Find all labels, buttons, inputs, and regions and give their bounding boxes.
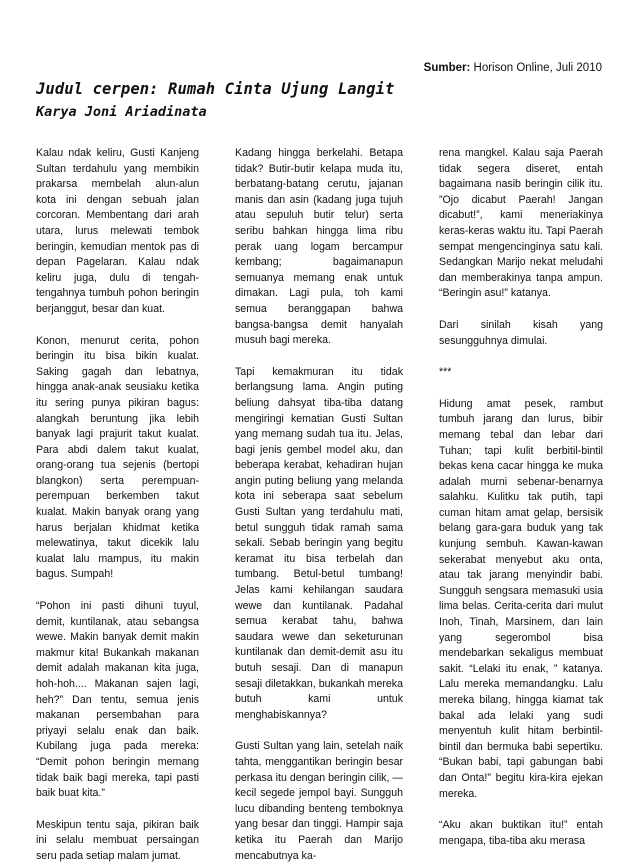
paragraph: Meskipun tentu saja, pikiran baik ini selalu membuat persaingan seru pada setiap malam jumat.: [36, 818, 199, 862]
source-note: [424, 62, 602, 74]
text-column-2: [235, 146, 403, 862]
paragraph: Tapi kemakmuran itu tidak berlangsung lama. Angin puting beliung dahsyat tiba-tiba datang mengiringi kematian Gusti Sultan yang memang sudah tua itu. Jelas, bagi jenis gembel model aku, dan beberapa kerabat, kehadiran hujan angin puting beliung yang melanda kota ini seberapa saat sebelum Gusti Sultan yang terdahulu mati, betul sungguh tidak ramah sama sekali. Sebab beringin yang begitu keramat itu bisa terbelah dan tumbang. Betul-betul tumbang! Jelas kami kehilangan saudara wewe dan kuntilanak. Padahal semua kerabat tahu, bahwa saudara wewe dan seketurunan kuntilanak dan demit-demit asu itu butuh sesaji. Dan di manapun sesaji diletakkan, bukankah mereka butuh kami untuk menghabiskannya?: [235, 365, 403, 721]
paragraph: Gusti Sultan yang lain, setelah naik tahta, menggantikan beringin besar perkasa itu dengan beringin cilik, —kecil segede jempol bayi. Sungguh lucu dibanding benteng temboknya yang besar dan tinggi. Hampir saja ketika itu Paerah dan Marijo mencabutnya ka-: [235, 740, 403, 862]
paragraph: Kadang hingga berkelahi. Betapa tidak? Butir-butir kelapa muda itu, berbatang-batang cerutu, jajanan manis dan asin (kadang juga tujuh atau sepuluh butir telur) serta seribu bahkan hingga lima ribu perak uang logam bercampur kembang; bagaimanapun semuanya memang enak untuk dimakan. Lagi pula, toh kami semua beranggapan bahwa bangsa-bangsa demit hanyalah musuh bagi mereka.: [235, 147, 403, 347]
paragraph: “Aku akan buktikan itu!” entah mengapa, tiba-tiba aku merasa: [439, 819, 603, 847]
text-column-3: [439, 146, 603, 847]
text-column-1: [36, 146, 199, 862]
source-label: Sumber:: [423, 62, 471, 74]
paragraph: ***: [439, 366, 452, 379]
source-value: Horison Online, Juli 2010: [470, 62, 602, 74]
paragraph: “Pohon ini pasti dihuni tuyul, demit, kuntilanak, atau sebangsa wewe. Makin banyak demit makin makmur kita! Bukankah makanan demit adalah makanan kita juga, hoh-hoh.... Makanan sajen lagi, heh?” Dan tentu, semua jenis makanan persembahan para priyayi selalu enak dan baik. Kubilang juga pada mereka: “Demit pohon beringin memang tidak baik bagi mereka, tapi pasti baik buat kita.”: [36, 600, 199, 800]
story-title: Judul cerpen: Rumah Cinta Ujung Langit: [36, 80, 395, 98]
paragraph: Dari sinilah kisah yang sesungguhnya dimulai.: [439, 318, 603, 347]
paragraph: Kalau ndak keliru, Gusti Kanjeng Sultan terdahulu yang membikin prakarsa membelah alun-alun kota ini dengan sebuah jalan corcoran. Membentang dari arah utara, lurus melewati tembok beringin, kemudian mentok pas di depan Pagelaran. Kalau ndak keliru juga, dulu di tengah-tengahnya tumbuh pohon beringin berjanggut, besar dan kuat.: [36, 147, 199, 315]
paragraph: rena mangkel. Kalau saja Paerah tidak segera diseret, entah bagaimana nasib beringin cilik itu. ”Ojo dicabut Paerah! Jangan dicabut!”, kami meneriakinya keras-keras waktu itu. Tapi Paerah sempat mengencinginya satu kali. Sedangkan Marijo nekat meludahi dan memberakinya tanpa ampun. “Beringin asu!” katanya.: [439, 147, 603, 300]
paragraph: Konon, menurut cerita, pohon beringin itu bisa bikin kualat. Saking gagah dan lebatnya, hingga anak-anak seusiaku ketika itu sering punya pikiran bagus: alangkah beruntung jika lebih banyak lagi prajurit takut kualat. Para abdi dalem takut kualat, orang-orang tua sejenis (bertopi blangkon) serta perempuan-perempuan berkemben takut kualat. Makin banyak orang yang harus berjalan khidmat ketika melewatinya, takut dicekik lalu kualat lalu mampus, itu makin bagus. Sumpah!: [36, 334, 199, 581]
paragraph: Hidung amat pesek, rambut tumbuh jarang dan lurus, bibir memang tebal dan lebar dari Tuhan; tapi kulit berbitil-bintil bekas kena cacar hingga ke muka adalah murni sebenar-benarnya salahku. Kulitku tak putih, tapi cuman hitam amat gelap, bersisik belang gara-gara buduk yang tak kunjung sembuh. Kawan-kawan sekerabat menyebut aku onta, atau tak jarang menyindir babi. Sungguh sengsara memasuki usia lima belas. Cerita-cerita dari mulut Inoh, Tinah, Marsinem, dan lain yang segerombol bisa mendebarkan sekaligus membuat sakit. “Lelaki itu enak, ” katanya. Lalu mereka memandangku. Lalu mereka bilang, hingga kiamat tak bakal ada lelaki yang sudi menyentuh kulit hitam berbintil-bintil dan bermuka babi sepertiku. “Bukan babi, tapi gabungan babi dan Onta!” begitu kira-kira ejekan mereka.: [439, 397, 603, 800]
story-author: Karya Joni Ariadinata: [36, 104, 207, 120]
